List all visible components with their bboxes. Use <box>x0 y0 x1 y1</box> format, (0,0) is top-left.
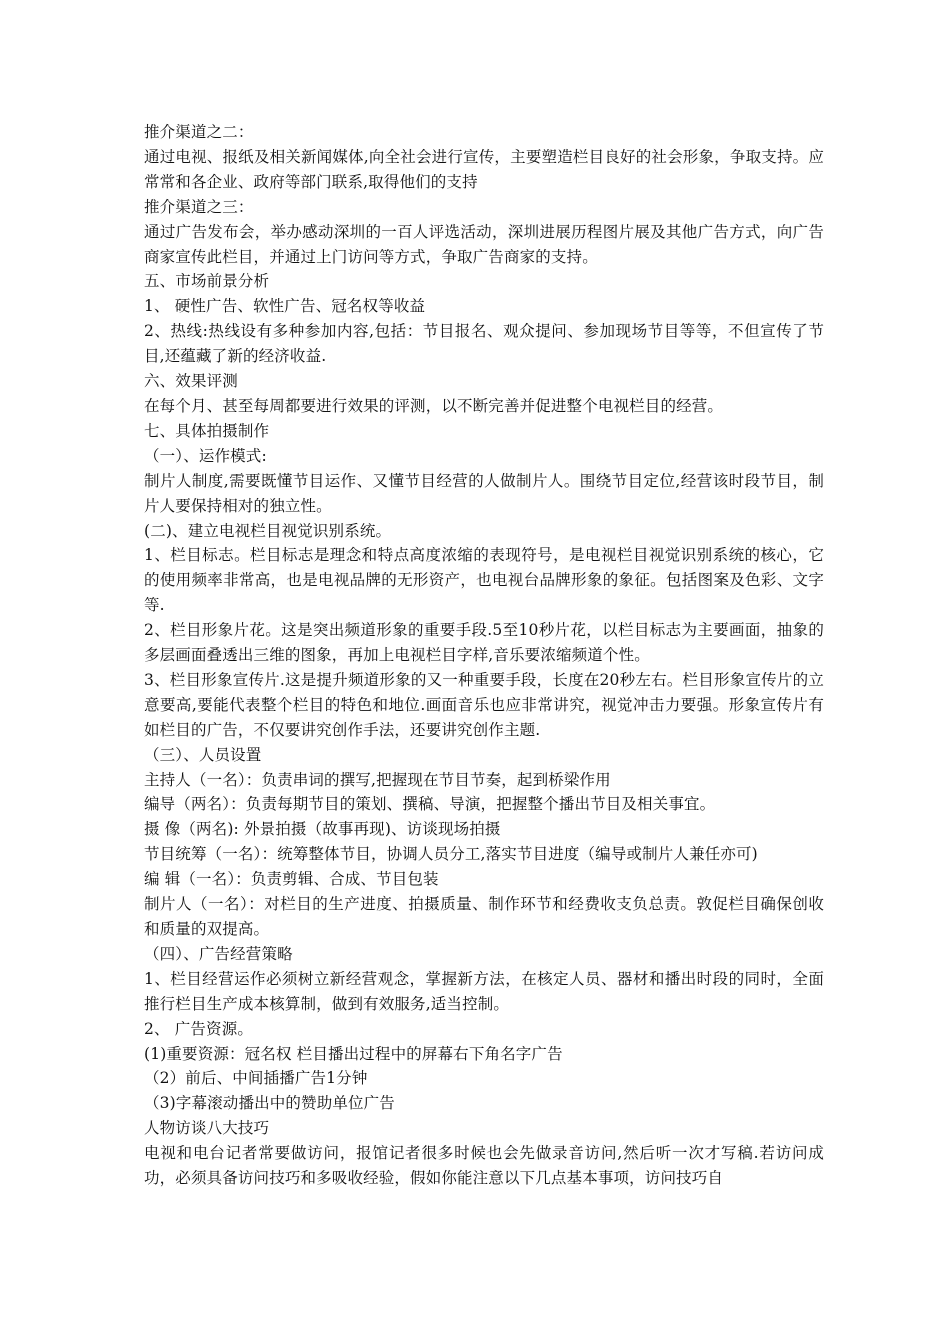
list-item: （3)字幕滚动播出中的赞助单位广告 <box>144 1094 395 1113</box>
list-item: 3、栏目形象宣传片.这是提升频道形象的又一种重要手段，长度在20秒左右。栏目形象宣传片的立意要高,要能代表整个栏目的特色和地位.画面音乐也应非常讲究，视觉冲击力要强。形象宣传片有如栏目的广告，不仅要讲究创作手法，还要讲究创作主题. <box>144 670 824 739</box>
section-heading: 六、效果评测 <box>144 372 238 391</box>
paragraph: 电视和电台记者常要做访问，报馆记者很多时候也会先做录音访问,然后听一次才写稿.若访问成功，必须具备访问技巧和多吸收经验，假如你能注意以下几点基本事项，访问技巧自 <box>144 1144 824 1188</box>
staff-role: 节目统筹（一名）：统筹整体节目，协调人员分工,落实节目进度（编导或制片人兼任亦可) <box>144 845 758 864</box>
paragraph: 通过广告发布会，举办感动深圳的一百人评选活动，深圳进展历程图片展及其他广告方式，向广告商家宣传此栏目，并通过上门访问等方式，争取广告商家的支持。 <box>144 222 824 266</box>
subsection-heading: (二)、建立电视栏目视觉识别系统。 <box>144 521 392 540</box>
subsection-heading: （一）、运作模式: <box>144 446 267 465</box>
staff-role: 主持人（一名）：负责串词的撰写,把握现在节目节奏，起到桥梁作用 <box>144 770 611 789</box>
paragraph: 通过电视、报纸及相关新闻媒体,向全社会进行宣传，主要塑造栏目良好的社会形象，争取支持。应常常和各企业、政府等部门联系,取得他们的支持 <box>144 147 824 191</box>
list-item: 2、栏目形象片花。这是突出频道形象的重要手段.5至10秒片花，以栏目标志为主要画面，抽象的多层画面叠透出三维的图象，再加上电视栏目字样,音乐要浓缩频道个性。 <box>144 621 824 665</box>
staff-role: 制片人（一名）：对栏目的生产进度、拍摄质量、制作环节和经费收支负总责。敦促栏目确保创收和质量的双提高。 <box>144 895 824 938</box>
list-item: （2）前后、中间插播广告1分钟 <box>144 1069 368 1088</box>
staff-role: 编导（两名）：负责每期节目的策划、撰稿、导演，把握整个播出节目及相关事宜。 <box>144 795 716 814</box>
section-heading: 七、具体拍摄制作 <box>144 421 270 440</box>
subsection-heading: （四）、广告经营策略 <box>144 944 293 963</box>
list-item: 1、栏目经营运作必须树立新经营观念，掌握新方法，在核定人员、器材和播出时段的同时，全面推行栏目生产成本核算制，做到有效服务,适当控制。 <box>144 969 824 1013</box>
section-heading: 推介渠道之二： <box>144 123 254 141</box>
section-heading: 五、市场前景分析 <box>144 272 270 291</box>
paragraph: 制片人制度,需要既懂节目运作、又懂节目经营的人做制片人。围绕节目定位,经营该时段节目，制片人要保持相对的独立性。 <box>144 471 824 515</box>
list-item: 2、 广告资源。 <box>144 1019 253 1038</box>
subsection-heading: （三）、人员设置 <box>144 745 262 764</box>
list-item: 2、热线:热线设有多种参加内容,包括：节目报名、观众提问、参加现场节目等等，不但宣传了节目,还蕴藏了新的经济收益. <box>144 322 824 366</box>
section-heading: 推介渠道之三： <box>144 197 254 216</box>
section-heading: 人物访谈八大技巧 <box>144 1119 270 1138</box>
list-item: 1、 硬性广告、软性广告、冠名权等收益 <box>144 297 426 316</box>
document-body <box>144 120 824 1191</box>
list-item: (1)重要资源：冠名权 栏目播出过程中的屏幕右下角名字广告 <box>144 1044 563 1063</box>
staff-role: 编 辑（一名）：负责剪辑、合成、节目包装 <box>144 870 439 889</box>
paragraph: 在每个月、甚至每周都要进行效果的评测，以不断完善并促进整个电视栏目的经营。 <box>144 396 724 415</box>
list-item: 1、栏目标志。栏目标志是理念和特点高度浓缩的表现符号，是电视栏目视觉识别系统的核心，它的使用频率非常高，也是电视品牌的无形资产，也电视台品牌形象的象征。包括图案及色彩、文字等. <box>144 546 824 615</box>
staff-role: 摄 像（两名): 外景拍摄（故事再现)、访谈现场拍摄 <box>144 820 501 839</box>
